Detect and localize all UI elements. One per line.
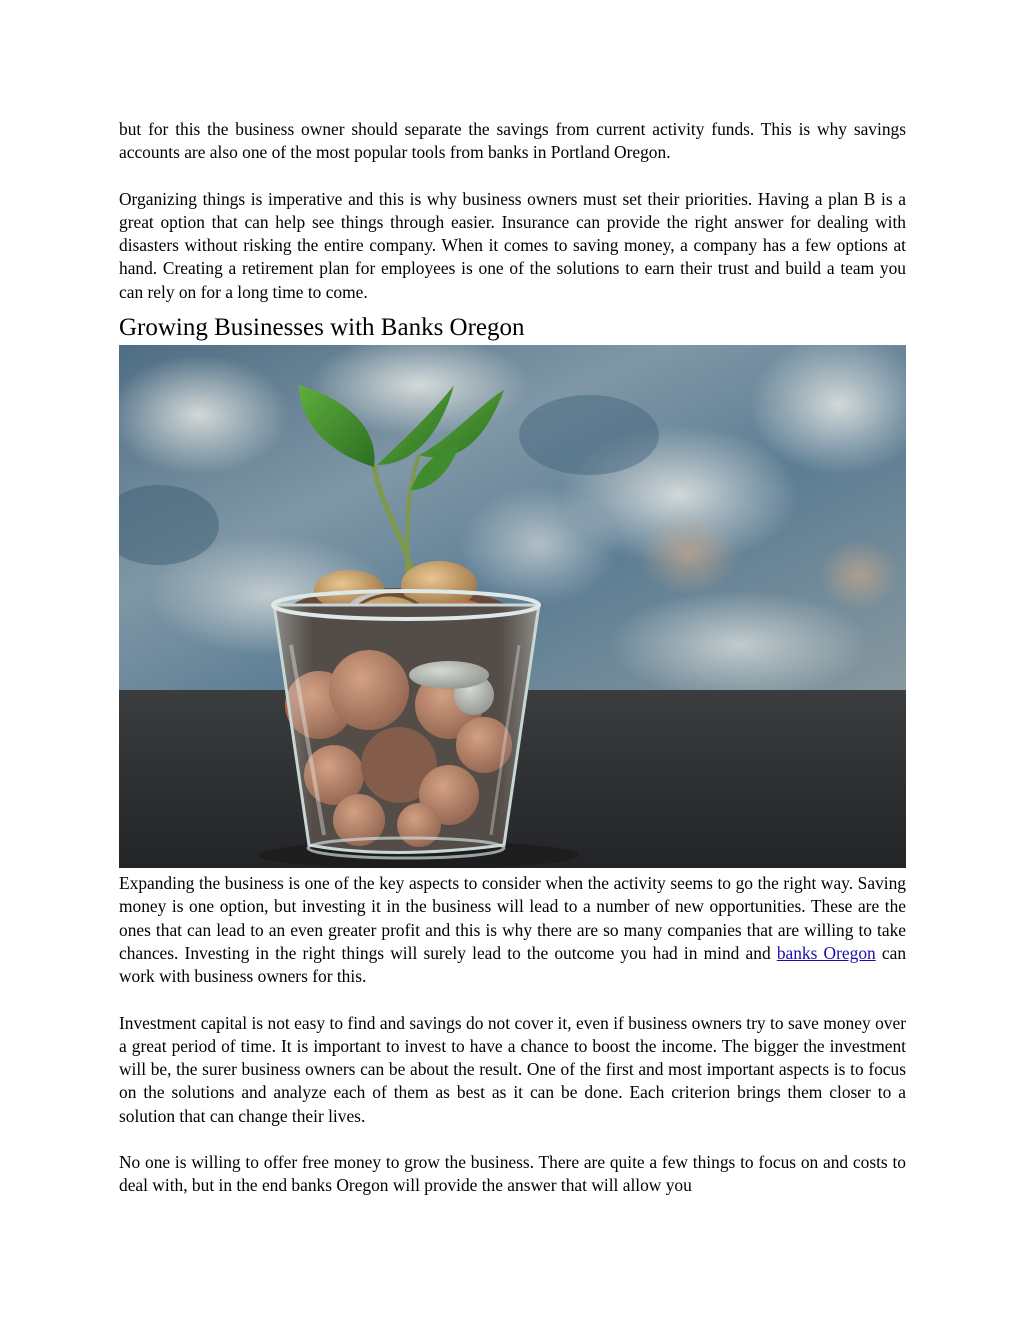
paragraph-investment: Investment capital is not easy to find and savings do not cover it, even if business owners try to save money over a great period of time. It is important to invest to have a chance to boost the income. The bigger the investment will be, the surer business owners can be about the result. One of the first and most important aspects is to focus on the solutions and analyze each of them as best as it can be done. Each criterion brings them closer to a solution that can change their lives. xyxy=(119,1012,906,1126)
section-heading: Growing Businesses with Banks Oregon xyxy=(119,314,525,342)
paragraph-expanding xyxy=(119,872,906,988)
paragraph-gap xyxy=(119,989,906,1012)
paragraph-organizing: Organizing things is imperative and this is why business owners must set their priorities. Having a plan B is a great option that can help see things through easier. Insurance can provide the right answer for dealing with disasters without risking the entire company. When it comes to saving money, a company has a few options at hand. Creating a retirement plan for employees is one of the solutions to earn their trust and build a team you can rely on for a long time to come. xyxy=(119,188,906,302)
paragraph-expanding-tail: can work with business owners for this. xyxy=(119,942,907,987)
coins-plant-photo xyxy=(119,345,906,868)
document-page xyxy=(119,118,906,1198)
paragraph-expanding-text: Expanding the business is one of the key aspects to consider when the activity seems to go the right way. Saving money is one option, but investing it in the business will lead to a number of new opportunities. These are the ones that can lead to an even greater profit and this is why there are so many companies that are willing to take chances. Investing in the right things will surely lead to the outcome you had in mind and xyxy=(119,873,906,963)
paragraph-gap xyxy=(119,1128,906,1151)
paragraph-free-money: No one is willing to offer free money to grow the business. There are quite a few things to focus on and costs to deal with, but in the end banks Oregon will provide the answer that will allow you xyxy=(119,1152,906,1196)
paragraph-savings: but for this the business owner should separate the savings from current activity funds. This is why savings accounts are also one of the most popular tools from banks in Portland Oregon. xyxy=(119,119,906,163)
banks-oregon-link[interactable]: banks Oregon xyxy=(776,942,876,963)
paragraph-gap xyxy=(119,165,906,188)
